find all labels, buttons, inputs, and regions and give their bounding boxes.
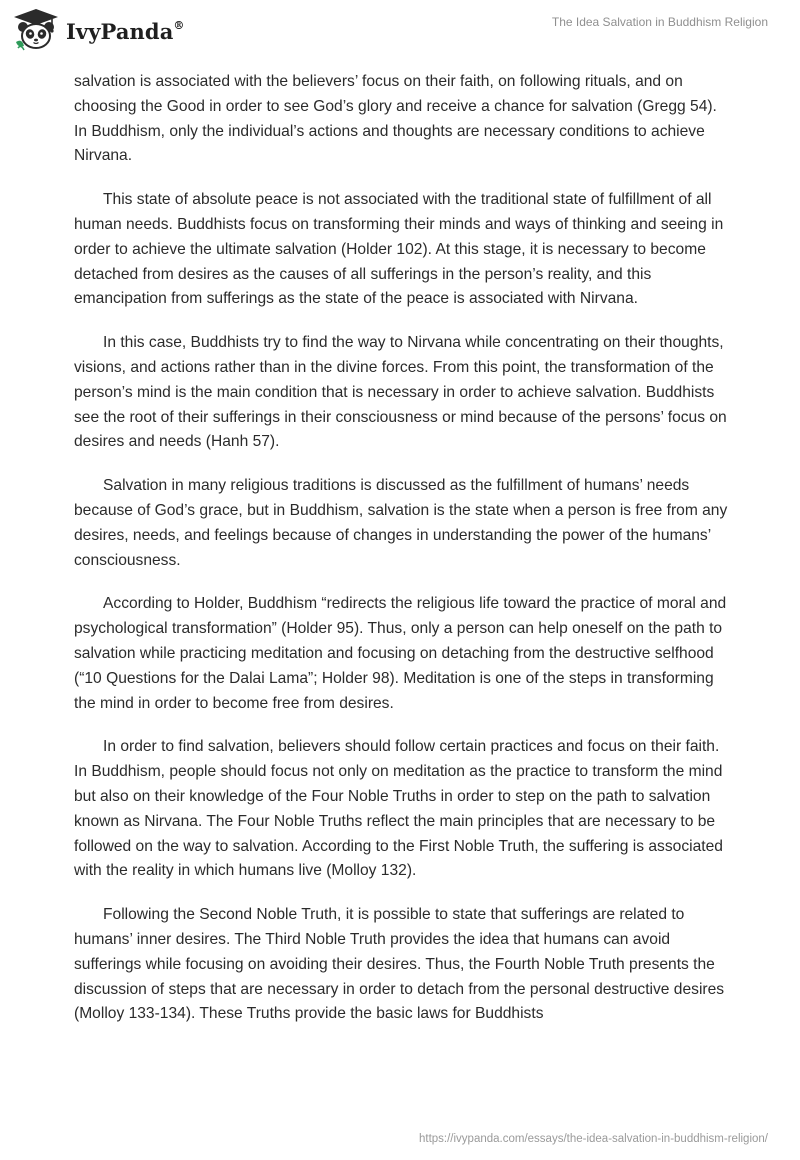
registered-mark: ® <box>173 18 185 32</box>
paragraph: In order to find salvation, believers should follow certain practices and focus on their faith. In Buddhism, people should focus not only on meditation as the practice to transform the mind but also on their knowledge of the Four Noble Truths in order to step on the path to salvation known as Nirvana. The Four Noble Truths reflect the main principles that are necessary to be followed on the way to salvation. According to the First Noble Truth, the suffering is associated with the reality in which humans live (Molloy 132). <box>74 738 723 880</box>
paragraph: Salvation in many religious traditions is discussed as the fulfillment of humans’ needs because of God’s grace, but in Buddhism, salvation is the state when a person is free from any desires, needs, and feelings because of changes in understanding the power of the humans’ consciousness. <box>74 477 728 569</box>
essay-body <box>74 70 729 1046</box>
brand-logo[interactable] <box>12 8 185 52</box>
panda-graduate-icon <box>12 8 60 52</box>
paragraph: This state of absolute peace is not associated with the traditional state of fulfillment of all human needs. Buddhists focus on transforming their minds and ways of thinking and seeing in order to achieve the ultimate salvation (Holder 102). At this stage, it is necessary to become detached from desires as the causes of all sufferings in the person’s reality, and this emancipation from sufferings as the state of the peace is associated with Nirvana. <box>74 191 724 308</box>
document-title: The Idea Salvation in Buddhism Religion <box>551 15 768 29</box>
page-header <box>0 0 800 60</box>
paragraph: Following the Second Noble Truth, it is possible to state that sufferings are related to humans’ inner desires. The Third Noble Truth provides the idea that humans can avoid sufferings while focusing on avoiding their desires. Thus, the Fourth Noble Truth presents the discussion of steps that are necessary in order to detach from the personal destructive desires (Molloy 133-134). These Truths provide the basic laws for Buddhists <box>74 906 725 1023</box>
source-url-link[interactable]: https://ivypanda.com/essays/the-idea-salvation-in-buddhism-religion/ <box>418 1133 768 1145</box>
paragraph: In this case, Buddhists try to find the way to Nirvana while concentrating on their thoughts, visions, and actions rather than in the divine forces. From this point, the transformation of the person’s mind is the main condition that is necessary in order to achieve salvation. Buddhists see the root of their sufferings in their consciousness or mind because of the persons’ focus on desires and needs (Hanh 57). <box>74 334 727 451</box>
paragraph: According to Holder, Buddhism “redirects the religious life toward the practice of moral and psychological transformation” (Holder 95). Thus, only a person can help oneself on the path to salvation while practicing meditation and focusing on detaching from the destructive selfhood (“10 Questions for the Dalai Lama”; Holder 98). Meditation is one of the steps in transforming the mind in order to become free from desires. <box>74 595 727 712</box>
paragraph: salvation is associated with the believers’ focus on their faith, on following rituals, and on choosing the Good in order to see God’s glory and receive a chance for salvation (Gregg 54). In Buddhism, only the individual’s actions and thoughts are necessary conditions to achieve Nirvana. <box>74 73 717 165</box>
brand-name: IvyPanda® <box>66 18 185 44</box>
